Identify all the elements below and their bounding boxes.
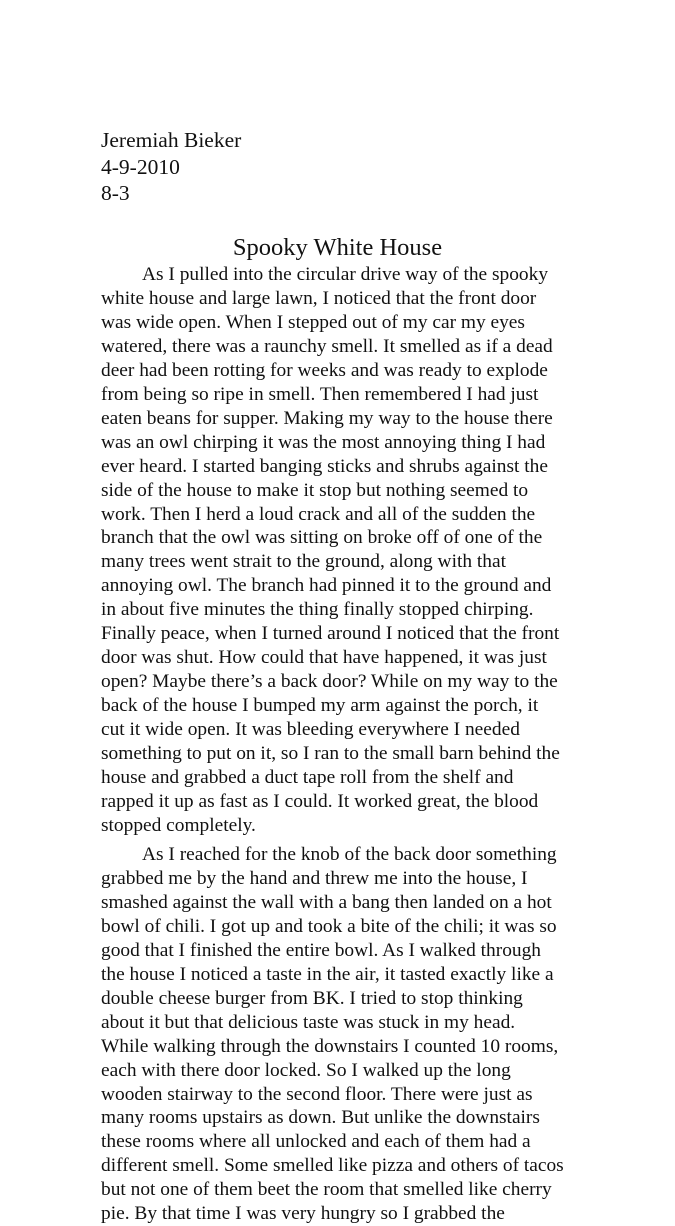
paragraph-line: was an owl chirping it was the most annoying thing I had bbox=[101, 431, 546, 453]
paragraph-line: in about five minutes the thing finally stopped chirping. bbox=[101, 599, 534, 621]
paragraph-line: work. Then I herd a loud crack and all of the sudden the bbox=[101, 503, 536, 525]
paragraph-line: about it but that delicious taste was stuck in my head. bbox=[101, 1011, 516, 1033]
paragraph-line: grabbed me by the hand and threw me into the house, I bbox=[101, 867, 528, 889]
paragraph-line: As I pulled into the circular drive way of the spooky bbox=[142, 264, 549, 285]
paragraph-line: double cheese burger from BK. I tried to stop thinking bbox=[101, 987, 523, 1009]
paragraph-line: from being so ripe in smell. Then remembered I had just bbox=[101, 383, 539, 405]
paragraph-line: back of the house I bumped my arm against the porch, it bbox=[101, 695, 539, 717]
paragraph-line: many rooms upstairs as down. But unlike the downstairs bbox=[101, 1107, 540, 1129]
paragraph-line: While walking through the downstairs I counted 10 rooms, bbox=[101, 1035, 559, 1057]
paragraph-line: annoying owl. The branch had pinned it to the ground and bbox=[101, 575, 552, 597]
paragraph-1 bbox=[101, 263, 560, 838]
document-date: 4-9-2010 bbox=[101, 154, 180, 179]
paragraph-line: good that I finished the entire bowl. As I walked through bbox=[101, 939, 541, 961]
paragraph-line: the house I noticed a taste in the air, it tasted exactly like a bbox=[101, 963, 554, 985]
paragraph-line: Finally peace, when I turned around I noticed that the front bbox=[101, 623, 560, 645]
paragraph-line: deer had been rotting for weeks and was ready to explode bbox=[101, 359, 548, 381]
paragraph-line: As I reached for the knob of the back door something bbox=[142, 844, 557, 865]
paragraph-line: rapped it up as fast as I could. It worked great, the blood bbox=[101, 790, 539, 812]
paragraph-line: branch that the owl was sitting on broke off of one of the bbox=[101, 527, 543, 549]
document-header bbox=[101, 127, 241, 207]
paragraph-line: was wide open. When I stepped out of my car my eyes bbox=[101, 311, 525, 333]
paragraph-line: ever heard. I started banging sticks and shrubs against the bbox=[101, 455, 548, 477]
paragraph-line: something to put on it, so I ran to the small barn behind the bbox=[101, 743, 560, 765]
paragraph-line: house and grabbed a duct tape roll from the shelf and bbox=[101, 767, 514, 789]
paragraph-line: pie. By that time I was very hungry so I grabbed the bbox=[101, 1203, 505, 1225]
paragraph-line: side of the house to make it stop but nothing seemed to bbox=[101, 479, 529, 501]
paragraph-line: stopped completely. bbox=[101, 814, 256, 836]
author-name: Jeremiah Bieker bbox=[101, 128, 242, 152]
paragraph-line: watered, there was a raunchy smell. It smelled as if a dead bbox=[101, 335, 553, 357]
paragraph-2 bbox=[101, 843, 564, 1226]
paragraph-line: wooden stairway to the second floor. There were just as bbox=[101, 1083, 533, 1105]
paragraph-line: each with there door locked. So I walked up the long bbox=[101, 1059, 511, 1081]
class-period: 8-3 bbox=[101, 181, 130, 205]
paragraph-line: but not one of them beet the room that smelled like cherry bbox=[101, 1179, 552, 1201]
document-title: Spooky White House bbox=[232, 234, 443, 261]
paragraph-line: eaten beans for supper. Making my way to the house there bbox=[101, 407, 553, 429]
paragraph-line: cut it wide open. It was bleeding everywhere I needed bbox=[101, 719, 520, 741]
paragraph-line: door was shut. How could that have happened, it was just bbox=[101, 647, 547, 669]
paragraph-line: different smell. Some smelled like pizza and others of tacos bbox=[101, 1155, 564, 1177]
paragraph-line: these rooms where all unlocked and each of them had a bbox=[101, 1131, 531, 1153]
paragraph-line: white house and large lawn, I noticed that the front door bbox=[101, 287, 537, 309]
paragraph-line: many trees went strait to the ground, along with that bbox=[101, 551, 506, 573]
paragraph-line: smashed against the wall with a bang then landed on a hot bbox=[101, 891, 552, 913]
paragraph-line: open? Maybe there’s a back door? While on my way to the bbox=[101, 671, 558, 693]
paragraph-line: bowl of chili. I got up and took a bite of the chili; it was so bbox=[101, 915, 557, 937]
